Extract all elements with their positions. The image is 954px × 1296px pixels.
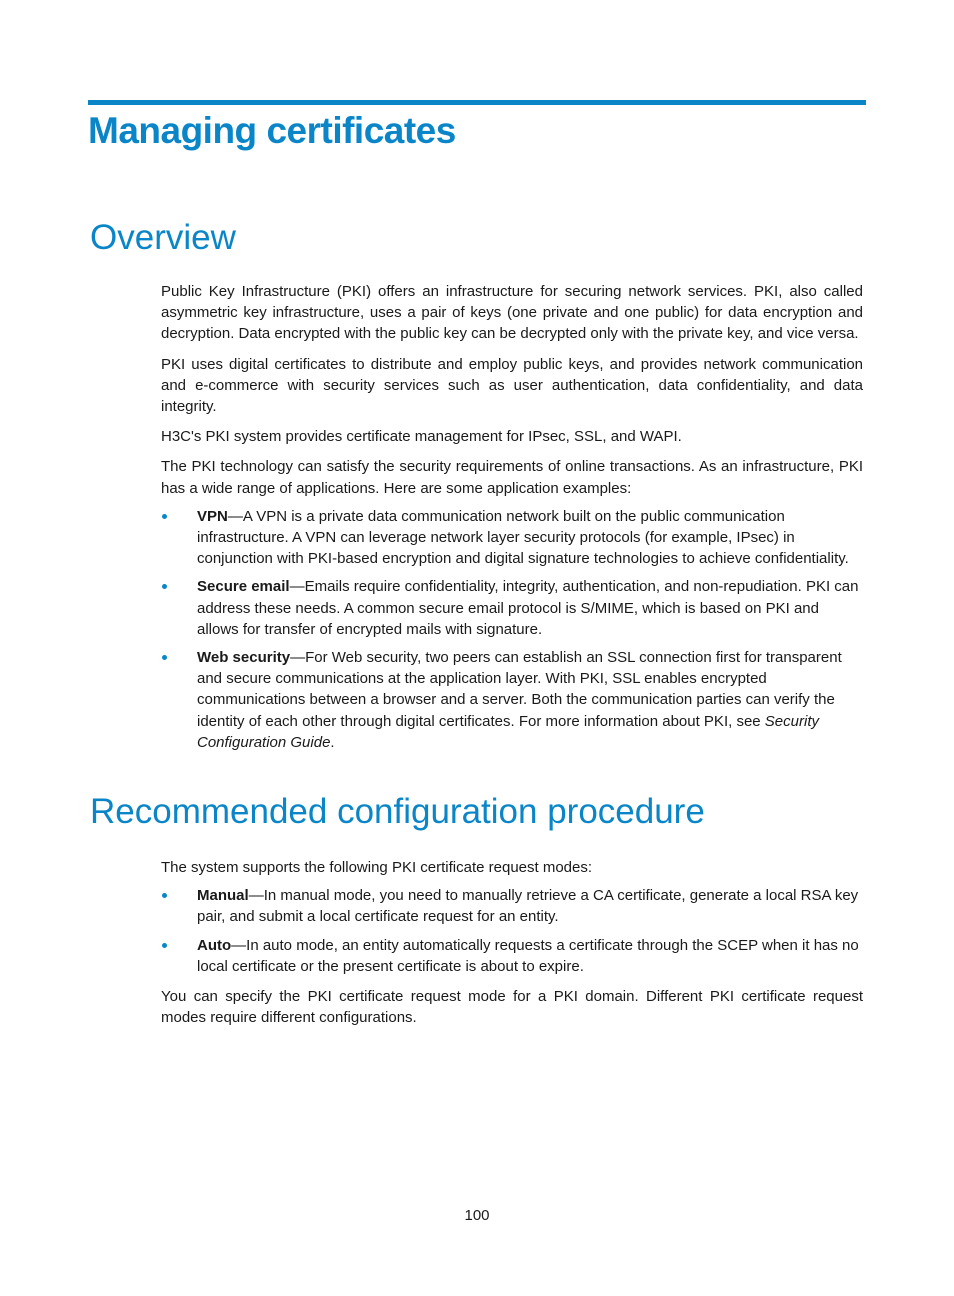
recommended-intro: The system supports the following PKI certificate request modes: [161,859,593,876]
bullet-text: —In manual mode, you need to manually retrieve a CA certificate, generate a local RSA key pair, and submit a local certificate request for an entity. [197,887,859,926]
bullet-text: —Emails require confidentiality, integrity, authentication, and non-repudiation. PKI can address these needs. A common secure email protocol is S/MIME, which is based on PKI and allows for transfer of encrypted mails with signature. [197,578,859,638]
bullet-term: Manual [197,887,249,905]
bullet-term: Auto [197,936,232,954]
bullet-dot-icon [162,514,167,519]
recommended-closing: You can specify the PKI certificate request mode for a PKI domain. Different PKI certificate request modes require different configurations. [161,988,863,1027]
overview-body [161,281,863,762]
bullet-text: —A VPN is a private data communication network built on the public communication infrastructure. A VPN can leverage network layer security protocols (for example, IPsec) in conjunction with PKI-based encryption and digital signature technologies to achieve confidentiality. [197,507,849,568]
bullet-term: Secure email [197,578,290,596]
bullet-text: —In auto mode, an entity automatically requests a certificate through the SCEP when it has no local certificate or the present certificate is about to expire. [197,936,859,975]
guide-reference: Security Configuration Guide [197,712,819,751]
chapter-title: Managing certificates [88,110,456,151]
overview-paragraph: The PKI technology can satisfy the security requirements of online transactions. As an infrastructure, PKI has a wide range of applications. Here are some application examples: [161,458,863,497]
bullet-term: Web security [197,649,291,667]
list-item [161,935,863,977]
page-number: 100 [464,1207,490,1224]
bullet-dot-icon [162,893,167,898]
list-item [161,576,863,640]
chapter-top-rule [88,100,866,105]
recommended-body [161,857,863,1037]
request-modes-list [161,885,863,977]
bullet-dot-icon [162,943,167,948]
bullet-term: VPN [197,507,228,525]
bullet-dot-icon [162,655,167,660]
overview-paragraph: H3C's PKI system provides certificate management for IPsec, SSL, and WAPI. [161,428,682,446]
bullet-tail: . [330,733,335,751]
section-heading-recommended: Recommended configuration procedure [90,792,705,831]
list-item [161,506,863,570]
bullet-text: —For Web security, two peers can establish an SSL connection first for transparent and secure communications at the application layer. With PKI, SSL enables encrypted communications between a browser and a server. Both the communication parties can verify the identity of each other through digital certificates. For more information about PKI, see [197,649,842,730]
list-item [161,647,863,753]
overview-paragraph: PKI uses digital certificates to distribute and employ public keys, and provides network communication and e-commerce with security services such as user authentication, data confidentiality, and data integrity. [161,355,863,416]
section-heading-overview: Overview [90,218,236,257]
overview-paragraph: Public Key Infrastructure (PKI) offers an infrastructure for securing network services. PKI, also called asymmetric key infrastructure, uses a pair of keys (one private and one public) for data encryption and decryption. Data encrypted with the public key can be decrypted only with the private key, and vice versa. [161,283,863,343]
bullet-dot-icon [162,584,167,589]
application-examples-list [161,506,863,753]
list-item [161,885,863,927]
